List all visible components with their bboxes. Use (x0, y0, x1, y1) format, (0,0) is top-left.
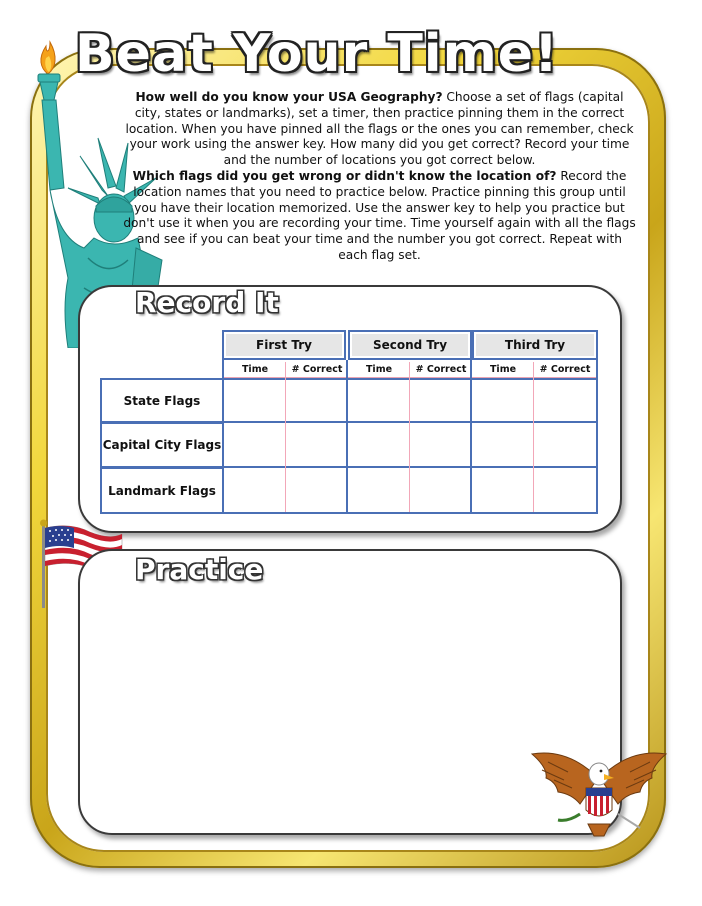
subheader-outline (222, 360, 598, 380)
eagle-seal-icon (528, 748, 670, 838)
subheader-correct: # Correct (286, 362, 348, 378)
practice-heading: Practice (135, 553, 264, 586)
instructions-paragraph (122, 90, 637, 264)
data-grid[interactable] (222, 378, 598, 514)
instructions-question-2: Which flags did you get wrong or didn't know the location of? (132, 168, 557, 183)
header-first-try: First Try (222, 330, 346, 360)
row-label-capital-city-flags: Capital City Flags (100, 422, 224, 468)
instructions-text-1: Choose a set of flags (capital city, states or landmarks), set a timer, then practice pinning them in the correct location. When you have pinned all the flags or the ones you can remember, check your work using the answer key. How many did you get correct? Record your time and the number of locations you got correct below. (125, 90, 634, 168)
column-divider (533, 362, 534, 512)
subheader-time: Time (348, 362, 410, 378)
row-divider (222, 421, 598, 423)
subheader-time: Time (224, 362, 286, 378)
subheader-time: Time (472, 362, 534, 378)
header-third-try: Third Try (472, 330, 598, 360)
record-it-heading: Record It (135, 286, 279, 319)
instructions-text-2: Record the location names that you need to practice below. Practice pinning this group until you have their location memorized. Use the answer key to help you practice but don't use it when you are recording your time. Time yourself again with all the flags and see if you can beat your time and the number you got correct. Repeat with each flag set. (123, 168, 636, 262)
column-divider (285, 362, 286, 512)
column-divider (409, 362, 410, 512)
row-label-state-flags: State Flags (100, 378, 224, 423)
row-divider (222, 466, 598, 468)
row-label-landmark-flags: Landmark Flags (100, 467, 224, 514)
subheader-correct: # Correct (534, 362, 596, 378)
record-table (100, 330, 598, 514)
instructions-question-1: How well do you know your USA Geography? (135, 90, 443, 104)
page-title: Beat Your Time! (75, 24, 559, 84)
header-second-try: Second Try (348, 330, 472, 360)
subheader-correct: # Correct (410, 362, 472, 378)
